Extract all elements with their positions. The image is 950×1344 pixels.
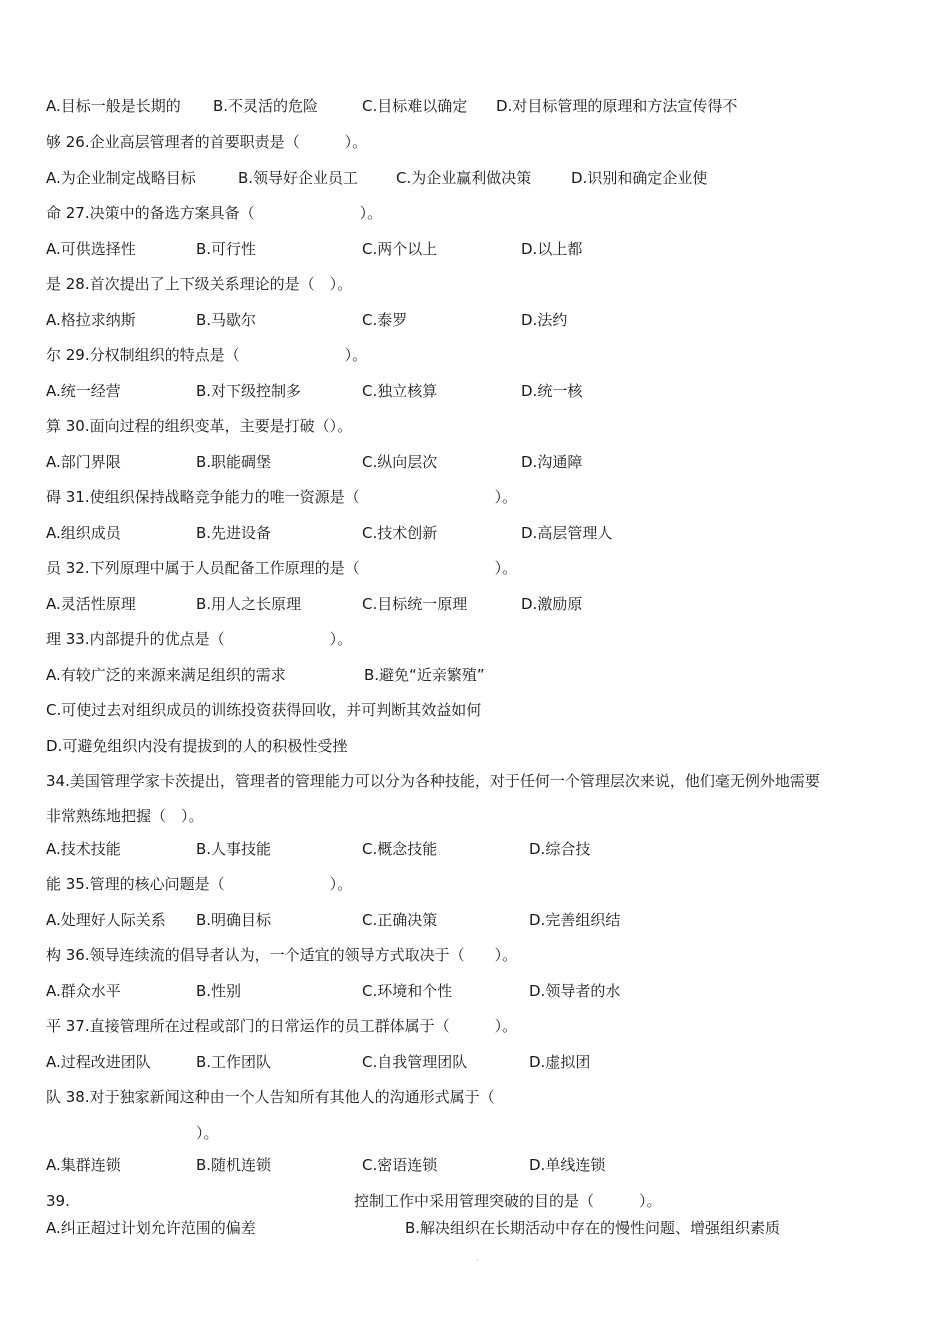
line-6-segment-2: C.泰罗 [362,311,408,329]
line-30-segment-3: D.单线连锁 [529,1156,606,1174]
line-2-segment-1: B.领导好企业员工 [238,169,359,187]
line-2-segment-0: A.为企业制定战略目标 [46,169,196,187]
line-21-segment-0: A.技术技能 [46,840,121,858]
line-2-segment-2: C.为企业赢利做决策 [396,169,532,187]
line-8-segment-3: D.统一核 [521,382,583,400]
line-4-segment-2: C.两个以上 [362,240,438,258]
text-line-24: 构 36.领导连续流的倡导者认为，一个适宜的领导方式取决于（ ）。 [46,946,518,964]
line-16-segment-1: B.避免“近亲繁殖” [364,666,485,684]
text-line-7: 尔 29.分权制组织的特点是（ ）。 [46,346,368,364]
line-10-segment-1: B.职能碉堡 [196,453,272,471]
text-line-19: 34.美国管理学家卡茨提出，管理者的管理能力可以分为各种技能，对于任何一个管理层次来说，他们毫无例外地需要 [46,772,820,790]
line-12-segment-2: C.技术创新 [362,524,438,542]
line-21-segment-1: B.人事技能 [196,840,272,858]
text-line-18: D.可避免组织内没有提拔到的人的积极性受挫 [46,737,348,755]
line-4-segment-1: B.可行性 [196,240,257,258]
line-25-segment-3: D.领导者的水 [529,982,621,1000]
line-6-segment-0: A.格拉求纳斯 [46,311,136,329]
line-0-segment-0: A.目标一般是长期的 [46,97,181,115]
line-27-segment-2: C.自我管理团队 [362,1053,468,1071]
text-line-5: 是 28.首次提出了上下级关系理论的是（ ）。 [46,275,353,293]
line-25-segment-2: C.环境和个性 [362,982,453,1000]
line-14-segment-0: A.灵活性原理 [46,595,136,613]
text-line-28: 队 38.对于独家新闻这种由一个人告知所有其他人的沟通形式属于（ [46,1088,495,1106]
line-27-segment-0: A.过程改进团队 [46,1053,151,1071]
line-21-segment-3: D.综合技 [529,840,591,858]
text-line-15: 理 33.内部提升的优点是（ ）。 [46,630,353,648]
text-line-17: C.可使过去对组织成员的训练投资获得回收，并可判断其效益如何 [46,701,482,719]
text-line-29: ）。 [46,1124,219,1142]
line-16-segment-0: A.有较广泛的来源来满足组织的需求 [46,666,286,684]
line-12-segment-3: D.高层管理人 [521,524,613,542]
line-32-segment-0: A.纠正超过计划允许范围的偏差 [46,1219,256,1237]
line-30-segment-2: C.密语连锁 [362,1156,438,1174]
line-25-segment-0: A.群众水平 [46,982,121,1000]
line-12-segment-1: B.先进设备 [196,524,272,542]
text-line-22: 能 35.管理的核心问题是（ ）。 [46,875,353,893]
line-14-segment-3: D.激励原 [521,595,583,613]
line-4-segment-3: D.以上都 [521,240,583,258]
line-27-segment-3: D.虚拟团 [529,1053,591,1071]
line-32-segment-1: B.解决组织在长期活动中存在的慢性问题、增强组织素质 [405,1219,781,1237]
line-14-segment-2: C.目标统一原理 [362,595,468,613]
text-line-3: 命 27.决策中的备选方案具备（ ）。 [46,204,383,222]
line-10-segment-3: D.沟通障 [521,453,583,471]
text-line-9: 算 30.面向过程的组织变革，主要是打破（）。 [46,417,353,435]
line-31-segment-0: 39. [46,1192,70,1210]
line-8-segment-0: A.统一经营 [46,382,121,400]
line-25-segment-1: B.性别 [196,982,242,1000]
line-4-segment-0: A.可供选择性 [46,240,136,258]
line-30-segment-0: A.集群连锁 [46,1156,121,1174]
text-line-1: 够 26.企业高层管理者的首要职责是（ ）。 [46,133,368,151]
line-23-segment-2: C.正确决策 [362,911,438,929]
page-marker: · [476,1256,479,1265]
line-27-segment-1: B.工作团队 [196,1053,272,1071]
text-line-26: 平 37.直接管理所在过程或部门的日常运作的员工群体属于（ ）。 [46,1017,518,1035]
line-6-segment-1: B.马歇尔 [196,311,257,329]
line-10-segment-2: C.纵向层次 [362,453,438,471]
line-2-segment-3: D.识别和确定企业使 [571,169,708,187]
text-line-11: 碍 31.使组织保持战略竞争能力的唯一资源是（ ）。 [46,488,518,506]
line-6-segment-3: D.法约 [521,311,568,329]
line-23-segment-1: B.明确目标 [196,911,272,929]
line-14-segment-1: B.用人之长原理 [196,595,302,613]
line-10-segment-0: A.部门界限 [46,453,121,471]
line-31-segment-1: 控制工作中采用管理突破的目的是（ ）。 [354,1192,662,1210]
text-line-13: 员 32.下列原理中属于人员配备工作原理的是（ ）。 [46,559,518,577]
line-8-segment-1: B.对下级控制多 [196,382,302,400]
line-8-segment-2: C.独立核算 [362,382,438,400]
line-21-segment-2: C.概念技能 [362,840,438,858]
line-23-segment-0: A.处理好人际关系 [46,911,166,929]
line-0-segment-1: B.不灵活的危险 [213,97,319,115]
line-12-segment-0: A.组织成员 [46,524,121,542]
line-0-segment-3: D.对目标管理的原理和方法宣传得不 [496,97,738,115]
text-line-20: 非常熟练地把握（ ）。 [46,807,204,825]
line-23-segment-3: D.完善组织结 [529,911,621,929]
line-30-segment-1: B.随机连锁 [196,1156,272,1174]
line-0-segment-2: C.目标难以确定 [362,97,468,115]
